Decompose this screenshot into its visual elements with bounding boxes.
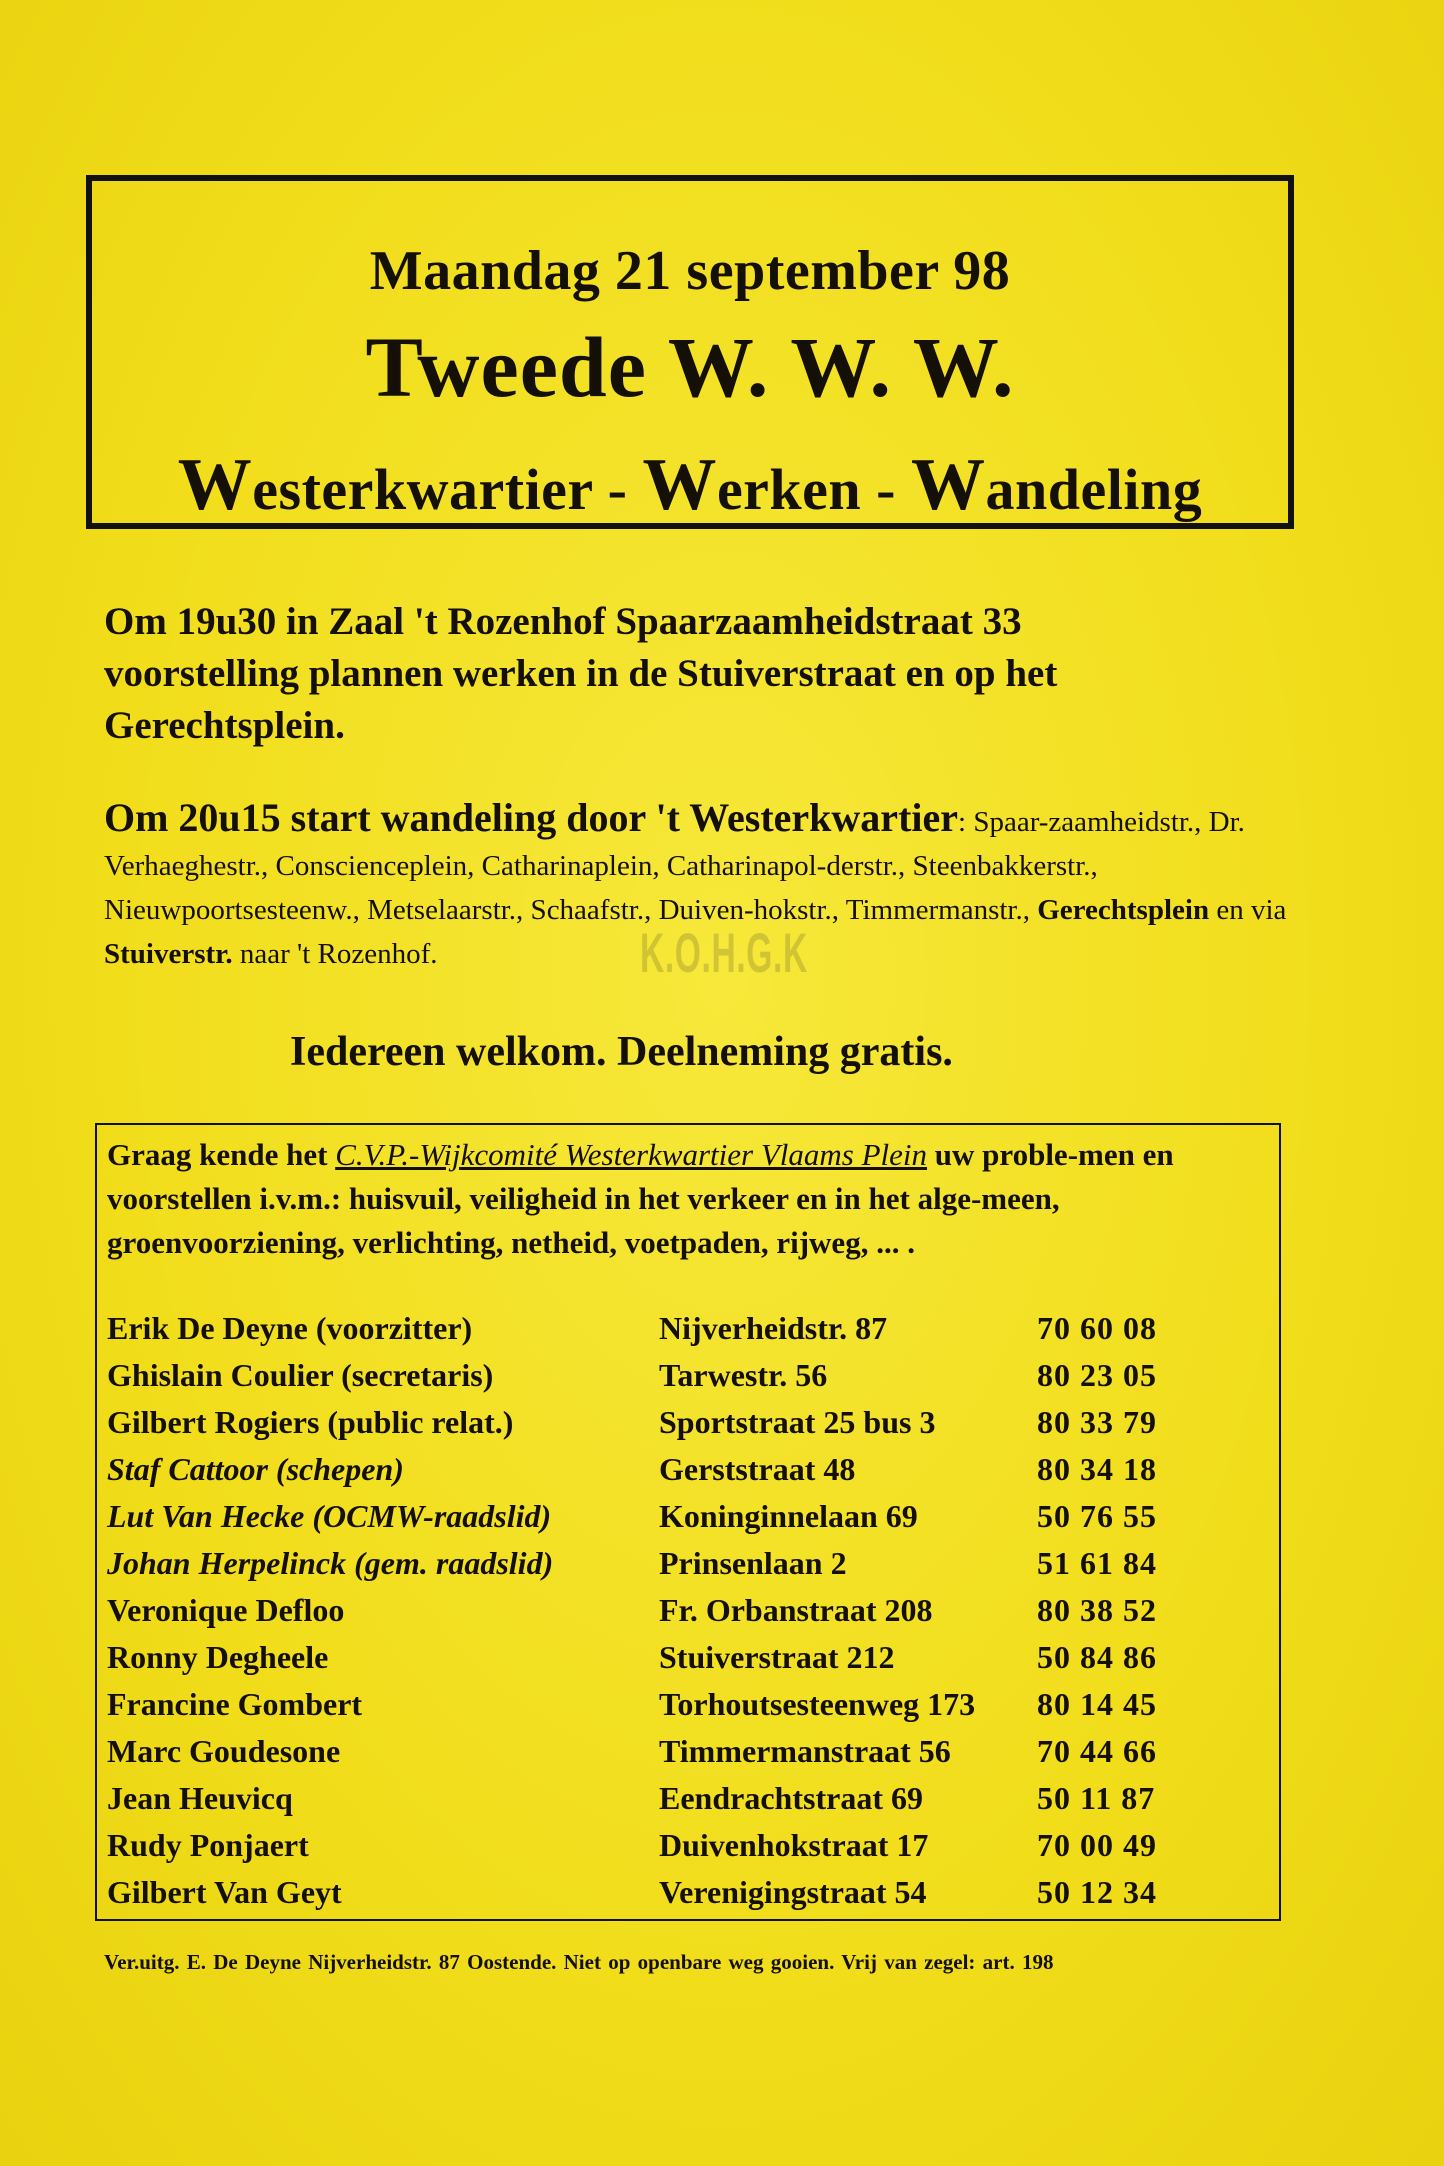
subtitle-w1-cap: W [177, 444, 253, 526]
member-phone: 51 61 84 [1037, 1545, 1157, 1581]
member-phone: 80 23 05 [1037, 1357, 1157, 1393]
member-name: Veronique Defloo [107, 1592, 345, 1628]
member-row [107, 1634, 1267, 1681]
event-date: Maandag 21 september 98 [369, 240, 1011, 302]
event-subtitle [106, 443, 1274, 528]
walk-lead: Om 20u15 start wandeling door 't Westerkwartier [104, 795, 959, 840]
member-address: Koninginnelaan 69 [659, 1498, 918, 1534]
walk-route-text: : Spaar-zaamheidstr., Dr. Verhaeghestr., Conscienceplein, Catharinaplein, Catharinapol-derstr., Steenbakkerstr., Nieuwpoortsesteenw., Metselaarstr., Schaafstr., Duiven-hokstr., Timmermanstr., [104, 806, 1245, 926]
presentation-line-2: voorstelling plannen werken in de Stuiverstraat en op het [104, 652, 1058, 695]
committee-intro-after: uw proble-men en voorstellen i.v.m.: huisvuil, veiligheid in het verkeer en in het alge-meen, groenvoorziening, verlichting, netheid, voetpaden, rijweg, ... . [107, 1137, 1174, 1260]
header-box [86, 175, 1294, 529]
member-name: Gilbert Van Geyt [107, 1874, 342, 1910]
welcome-line: Iedereen welkom. Deelneming gratis. [290, 1029, 953, 1075]
member-name: Francine Gombert [107, 1686, 363, 1722]
member-name: Jean Heuvicq [107, 1780, 293, 1816]
presentation-line-1: Om 19u30 in Zaal 't Rozenhof Spaarzaamheidstraat 33 [104, 600, 1022, 643]
member-row [107, 1822, 1267, 1869]
member-address: Sportstraat 25 bus 3 [659, 1404, 936, 1440]
member-row [107, 1305, 1267, 1352]
member-phone: 80 14 45 [1037, 1686, 1157, 1722]
member-address: Torhoutsesteenweg 173 [659, 1686, 976, 1722]
member-address: Gerststraat 48 [659, 1451, 856, 1487]
publisher-footer: Ver.uitg. E. De Deyne Nijverheidstr. 87 Oostende. Niet op openbare weg gooien. Vrij van zegel: art. 198 [104, 1950, 1054, 1974]
committee-intro [107, 1133, 1267, 1265]
watermark: K.O.H.G.K [640, 921, 808, 984]
member-address: Duivenhokstraat 17 [659, 1827, 929, 1863]
member-address: Eendrachtstraat 69 [659, 1780, 923, 1816]
subtitle-w3-rest: andeling [985, 457, 1203, 522]
member-address: Tarwestr. 56 [659, 1357, 828, 1393]
member-name: Johan Herpelinck (gem. raadslid) [107, 1545, 554, 1581]
member-phone: 70 44 66 [1037, 1733, 1157, 1769]
member-name: Marc Goudesone [107, 1733, 341, 1769]
member-name: Gilbert Rogiers (public relat.) [107, 1404, 514, 1440]
member-name: Ghislain Coulier (secretaris) [107, 1357, 494, 1393]
subtitle-w3-cap: W [911, 444, 986, 526]
walk-route-end: naar 't Rozenhof. [232, 938, 438, 970]
member-address: Prinsenlaan 2 [659, 1545, 847, 1581]
member-phone: 80 33 79 [1037, 1404, 1157, 1440]
member-name: Staf Cattoor (schepen) [107, 1451, 404, 1487]
member-name: Lut Van Hecke (OCMW-raadslid) [107, 1498, 552, 1534]
member-row [107, 1587, 1267, 1634]
member-phone: 50 84 86 [1037, 1639, 1157, 1675]
presentation-paragraph [104, 596, 1304, 752]
member-row [107, 1869, 1267, 1916]
presentation-line-3: Gerechtsplein. [104, 704, 345, 747]
member-list [107, 1305, 1267, 1916]
member-phone: 50 12 34 [1037, 1874, 1157, 1910]
member-phone: 50 76 55 [1037, 1498, 1157, 1534]
member-row [107, 1775, 1267, 1822]
member-phone: 80 34 18 [1037, 1451, 1157, 1487]
subtitle-w2-cap: W [642, 444, 717, 526]
walk-route-via: en via [1209, 894, 1287, 926]
member-row [107, 1681, 1267, 1728]
member-row [107, 1728, 1267, 1775]
member-phone: 70 60 08 [1037, 1310, 1157, 1346]
member-address: Nijverheidstr. 87 [659, 1310, 888, 1346]
member-row [107, 1540, 1267, 1587]
member-address: Stuiverstraat 212 [659, 1639, 895, 1675]
committee-intro-before: Graag kende het [107, 1137, 336, 1172]
member-name: Ronny Degheele [107, 1639, 329, 1675]
member-row [107, 1446, 1267, 1493]
member-address: Timmermanstraat 56 [659, 1733, 951, 1769]
member-name: Erik De Deyne (voorzitter) [107, 1310, 473, 1346]
member-phone: 80 38 52 [1037, 1592, 1157, 1628]
committee-box [95, 1123, 1281, 1921]
subtitle-w2-rest: erken - [716, 457, 911, 522]
walk-route-stuiverstr: Stuiverstr. [104, 938, 233, 970]
member-phone: 70 00 49 [1037, 1827, 1157, 1863]
member-address: Verenigingstraat 54 [659, 1874, 927, 1910]
member-row [107, 1399, 1267, 1446]
subtitle-w1-rest: esterkwartier - [252, 457, 643, 522]
member-row [107, 1352, 1267, 1399]
committee-name: C.V.P.-Wijkcomité Westerkwartier Vlaams Plein [335, 1137, 928, 1172]
member-phone: 50 11 87 [1037, 1780, 1156, 1816]
member-name: Rudy Ponjaert [107, 1827, 309, 1863]
member-address: Fr. Orbanstraat 208 [659, 1592, 933, 1628]
member-row [107, 1493, 1267, 1540]
event-title: Tweede W. W. W. [365, 319, 1015, 415]
walk-route-gerechtsplein: Gerechtsplein [1037, 894, 1210, 926]
